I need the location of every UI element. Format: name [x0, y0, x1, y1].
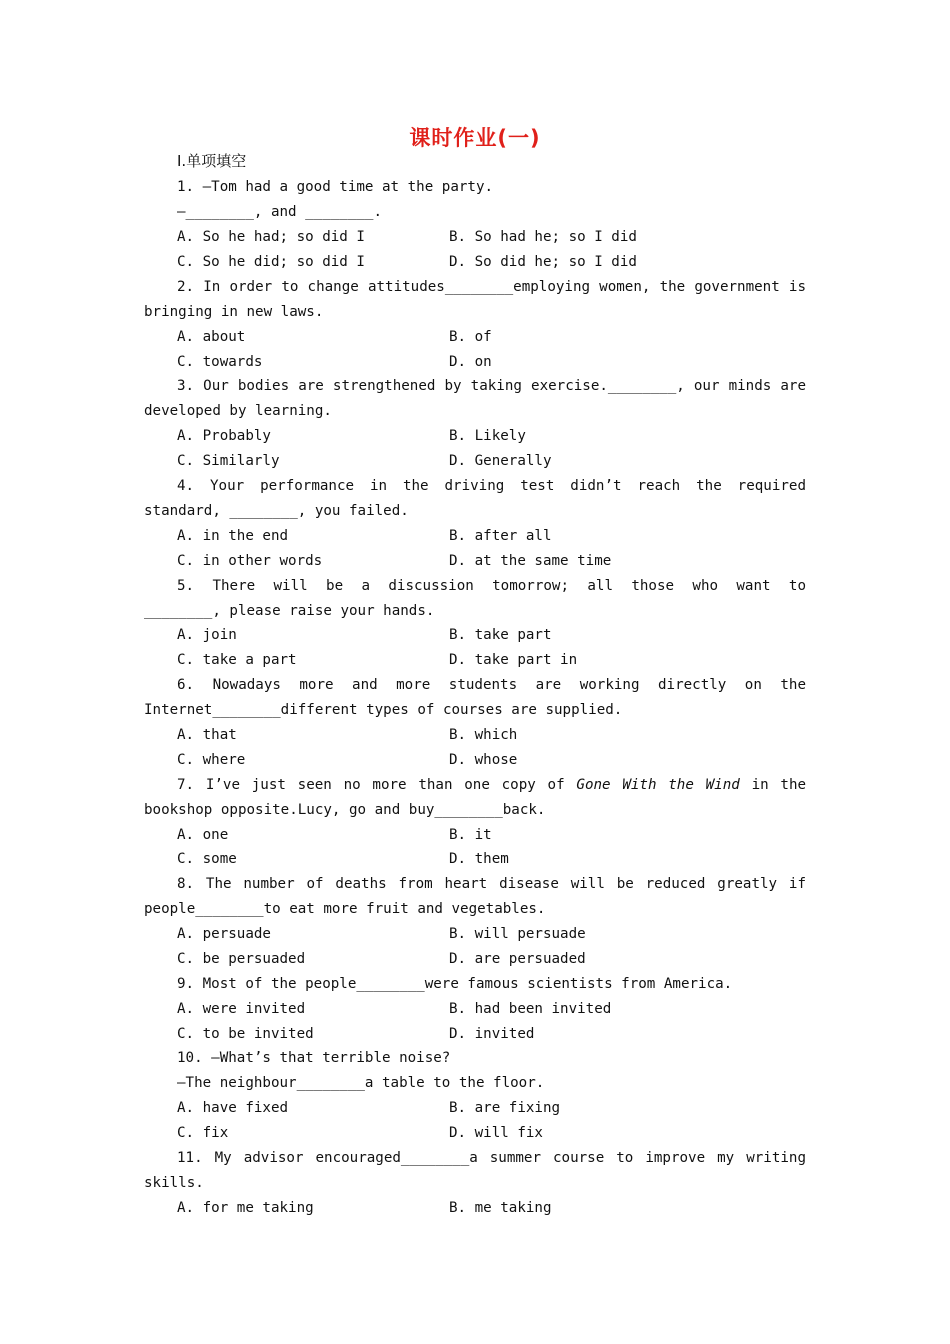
q8-option-b: B. will persuade — [449, 926, 586, 942]
q9-option-a: A. were invited — [177, 1001, 306, 1017]
question-4-stem-cont: standard, ________, you failed. — [144, 503, 409, 519]
question-5-stem: 5. There will be a discussion tomorrow; all those who want to — [177, 578, 806, 594]
q1-option-d: D. So did he; so I did — [449, 254, 637, 270]
question-1-stem: 1. —Tom had a good time at the party. — [177, 179, 494, 195]
question-5-stem-cont: ________, please raise your hands. — [144, 603, 435, 619]
q1-option-a: A. So he had; so did I — [177, 229, 365, 245]
question-10-stem: 10. —What’s that terrible noise? — [177, 1050, 451, 1066]
q8-option-d: D. are persuaded — [449, 951, 586, 967]
q11-option-a: A. for me taking — [177, 1200, 314, 1216]
section-heading: Ⅰ.单项填空 — [177, 152, 247, 170]
q6-option-d: D. whose — [449, 752, 518, 768]
q6-option-a: A. that — [177, 727, 237, 743]
q2-option-b: B. of — [449, 329, 492, 345]
q3-option-a: A. Probably — [177, 428, 271, 444]
q3-option-d: D. Generally — [449, 453, 552, 469]
q6-option-b: B. which — [449, 727, 518, 743]
q10-option-a: A. have fixed — [177, 1100, 289, 1116]
question-3-stem-cont: developed by learning. — [144, 403, 332, 419]
question-8-stem-cont: people________to eat more fruit and vegetables. — [144, 901, 546, 917]
q4-option-b: B. after all — [449, 528, 552, 544]
q10-option-d: D. will fix — [449, 1125, 543, 1141]
question-7-stem-cont: bookshop opposite.Lucy, go and buy________back. — [144, 802, 546, 818]
q3-option-c: C. Similarly — [177, 453, 280, 469]
page-title: 课时作业(一) — [409, 126, 541, 150]
q5-option-d: D. take part in — [449, 652, 578, 668]
q3-option-b: B. Likely — [449, 428, 526, 444]
q5-option-b: B. take part — [449, 627, 552, 643]
q8-option-c: C. be persuaded — [177, 951, 306, 967]
question-7-stem-start: 7. I’ve just seen no more than one copy of — [177, 777, 565, 793]
q7-option-c: C. some — [177, 851, 237, 867]
q11-option-b: B. me taking — [449, 1200, 552, 1216]
question-7-stem — [177, 773, 806, 797]
question-6-stem: 6. Nowadays more and more students are working directly on the — [177, 677, 806, 693]
q5-option-a: A. join — [177, 627, 237, 643]
q6-option-c: C. where — [177, 752, 246, 768]
question-11-stem-cont: skills. — [144, 1175, 204, 1191]
q9-option-d: D. invited — [449, 1026, 535, 1042]
q4-option-a: A. in the end — [177, 528, 289, 544]
q9-option-c: C. to be invited — [177, 1026, 314, 1042]
q4-option-c: C. in other words — [177, 553, 323, 569]
q10-option-b: B. are fixing — [449, 1100, 561, 1116]
question-4-stem: 4. Your performance in the driving test didn’t reach the required — [177, 478, 806, 494]
question-2-stem: 2. In order to change attitudes________employing women, the government is — [177, 279, 806, 295]
q7-option-b: B. it — [449, 827, 492, 843]
question-9-stem: 9. Most of the people________were famous scientists from America. — [177, 976, 733, 992]
q8-option-a: A. persuade — [177, 926, 271, 942]
question-11-stem: 11. My advisor encouraged________a summer course to improve my writing — [177, 1150, 806, 1166]
q1-option-c: C. So he did; so did I — [177, 254, 365, 270]
q2-option-c: C. towards — [177, 354, 263, 370]
q1-option-b: B. So had he; so I did — [449, 229, 637, 245]
q9-option-b: B. had been invited — [449, 1001, 612, 1017]
question-8-stem: 8. The number of deaths from heart disease will be reduced greatly if — [177, 876, 806, 892]
q5-option-c: C. take a part — [177, 652, 297, 668]
q10-option-c: C. fix — [177, 1125, 229, 1141]
book-title: Gone With the Wind — [576, 777, 740, 793]
q4-option-d: D. at the same time — [449, 553, 612, 569]
question-3-stem: 3. Our bodies are strengthened by taking exercise.________, our minds are — [177, 378, 806, 394]
q7-option-a: A. one — [177, 827, 229, 843]
question-1-response: —________, and ________. — [177, 204, 382, 220]
question-6-stem-cont: Internet________different types of courses are supplied. — [144, 702, 623, 718]
q2-option-a: A. about — [177, 329, 246, 345]
question-10-response: —The neighbour________a table to the floor. — [177, 1075, 545, 1091]
q2-option-d: D. on — [449, 354, 492, 370]
question-7-stem-end: in the — [751, 777, 807, 793]
question-2-stem-cont: bringing in new laws. — [144, 304, 324, 320]
q7-option-d: D. them — [449, 851, 509, 867]
